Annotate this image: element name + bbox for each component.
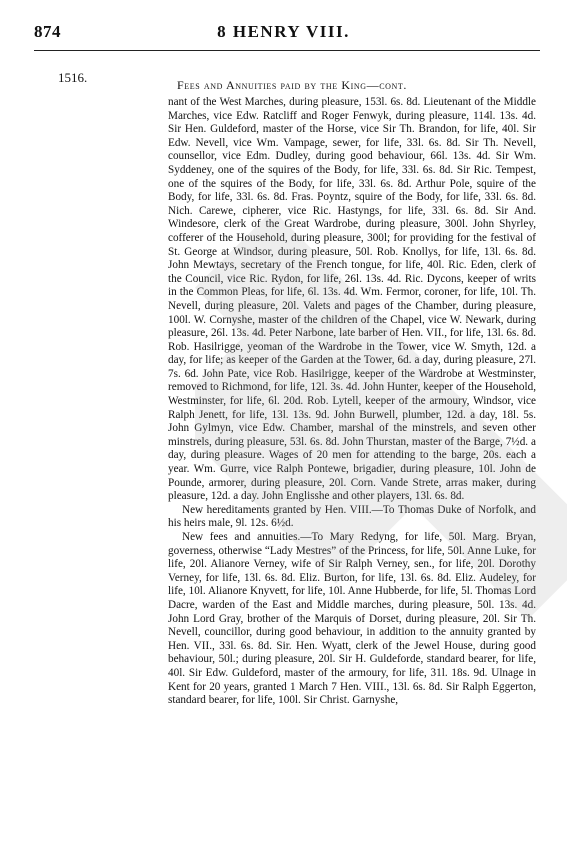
body-text	[168, 96, 536, 708]
header-rule	[34, 50, 540, 51]
section-heading-text: Fees and Annuities paid by the King—cont.	[177, 78, 407, 92]
page-number: 874	[34, 22, 61, 41]
running-head: 8 HENRY VIII.	[217, 22, 350, 41]
section-heading	[177, 78, 407, 93]
paragraph-new-fees: New fees and annuities.—To Mary Redyng, for life, 50l. Marg. Bryan, governess, otherwise “Lady Mestres” of the Princess, for life, 50l. Anne Luke, for life, 20l. Alianore Verney, wife of Sir Ralph Verney, sen., for life, 20l. Dorothy Verney, for life, 13l. 6s. 8d. Eliz. Burton, for life, 13l. 6s. 8d. Eliz. Audeley, for life, 10l. Alianore Knyvett, for life, 10l. Anne Hubberde, for life, 5l. Thomas Lord Dacre, warden of the East and Middle marches, during pleasure, 50l. 13s. 4d. John Lord Gray, brother of the Marquis of Dorset, during pleasure, 20l. Sir Th. Nevell, councillor, during good behaviour, in addition to the annuity granted by Hen. VII., 33l. 6s. 8d. Sir. Hen. Wyatt, clerk of the Jewel House, during good behaviour, 50l.; during pleasure, 20l. Sir H. Guldeforde, standard bearer, for life, 40l. Sir Edw. Guldeford, master of the armoury, for life, 31l. 18s. 9d. Ulnage in Kent for 20 years, granted 1 March 7 Hen. VIII., 13l. 6s. 8d. Sir Ralph Eggerton, standard bearer, for life, 100l. Sir Christ. Garnyshe,	[168, 531, 536, 707]
paragraph-hereditaments: New hereditaments granted by Hen. VIII.—To Thomas Duke of Norfolk, and his heirs male, 9l. 12s. 6½d.	[168, 503, 536, 530]
paragraph-continued: nant of the West Marches, during pleasure, 153l. 6s. 8d. Lieutenant of the Middle Marches, vice Edw. Ratcliff and Roger Fenwyk, during pleasure, 114l. 13s. 4d. Sir Hen. Guldeford, master of the Horse, vice Sir Th. Brandon, for life, 40l. Sir Edw. Nevell, vice Wm. Vampage, sewer, for life, 33l. 6s. 8d. Sir Th. Nevell, counsellor, vice Edm. Dudley, during good behaviour, 66l. 13s. 4d. Sir Wm. Syddeney, one of the squires of the Body, for life, 33l. 6s. 8d. Sir Ric. Tempest, one of the squires of the Body, for life, 33l. 6s. 8d. Arthur Pole, squire of the Body, for life, 33l. 6s. 8d. Fras. Poyntz, squire of the Body, for life, 33l. 6s. 8d. Nich. Carewe, cipherer, vice Ric. Hastyngs, for life, 33l. 6s. 8d. Sir And. Windesore, clerk of the Great Wardrobe, during pleasure, 300l. John Shyrley, cofferer of the Household, during pleasure, 300l; for providing for the festival of St. George at Windsor, during pleasure, 50l. Rob. Knollys, for life, 13l. 6s. 8d. John Mewtays, secretary of the French tongue, for life, 40l. Ric. Eden, clerk of the Council, vice Ric. Rydon, for life, 26l. 13s. 4d. Ric. Dycons, keeper of writs in the Common Pleas, for life, 6l. 13s. 4d. Wm. Fermor, coroner, for life, 10l. Th. Nevell, during pleasure, 20l. Valets and pages of the Chamber, during pleasure, 100l. W. Cornyshe, master of the children of the Chapel, vice W. Newark, during pleasure, 26l. 13s. 4d. Peter Narbone, late barber of Hen. VII., for life, 13l. 6s. 8d. Rob. Hasilrigge, yeoman of the Wardrobe in the Tower, vice W. Smyth, 12d. a day, for life; as keeper of the Garden at the Tower, 6d. a day, during pleasure, 27l. 7s. 6d. John Pate, vice Rob. Hasilrigge, keeper of the Wardrobe at Westminster, removed to Richmond, for life, 12l. 3s. 4d. John Hunter, keeper of the Household, Westminster, for life, 6l. 20d. Rob. Lytell, keeper of the armoury, Windsor, vice Ralph Jenett, for life, 13l. 13s. 9d. John Burwell, plumber, 12d. a day, 18l. 5s. John Gylmyn, vice Edw. Chamber, marshal of the minstrels, and seven other minstrels, during pleasure, 53l. 6s. 8d. John Thurstan, master of the Barge, 7½d. a day, during pleasure. Wages of 20 men for attending to the barge, 20s. each a year. Wm. Gurre, vice Ralph Pontewe, brigadier, during pleasure, 10l. John de Pounde, armorer, during pleasure, 20l. Corn. Vande Strete, arras maker, during pleasure, 12d. a day. John Englisshe and other players, 13l. 6s. 8d.	[168, 96, 536, 503]
year-margin-note: 1516.	[58, 70, 88, 85]
